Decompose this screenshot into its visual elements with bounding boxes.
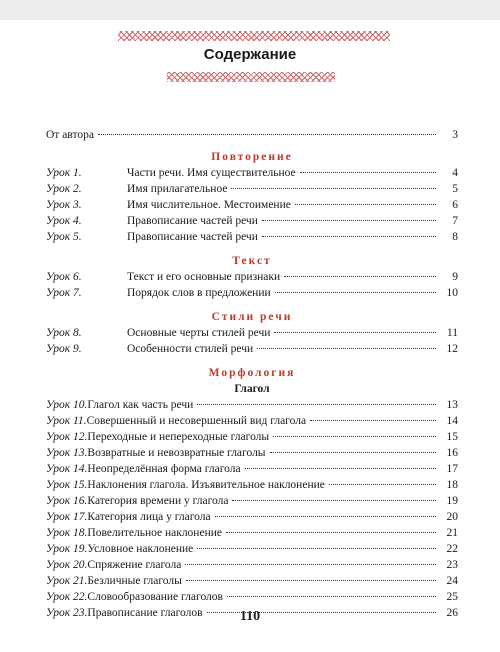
toc-entry-page: 7 <box>452 215 458 227</box>
toc-entry-title: Спряжение глагола <box>87 559 182 571</box>
toc-entry-lesson: Урок 18. <box>46 527 88 539</box>
toc-entry-title: Текст и его основные признаки <box>127 271 281 283</box>
toc-entry[interactable] <box>46 413 458 429</box>
toc-entry[interactable] <box>46 477 458 493</box>
dot-leader <box>329 484 436 485</box>
toc-entry-page: 14 <box>446 415 458 427</box>
dot-leader <box>274 332 436 333</box>
dot-leader <box>257 348 436 349</box>
toc-entry-title: Словообразование глаголов <box>87 591 223 603</box>
toc-entry[interactable] <box>46 589 458 605</box>
toc-entry-title: Правописание частей речи <box>127 231 258 243</box>
toc-entry-page: 23 <box>446 559 458 571</box>
toc-entry-lesson: Урок 13. <box>46 447 88 459</box>
dot-leader <box>197 548 436 549</box>
toc-entry-lesson: Урок 14. <box>46 463 88 475</box>
toc-entry-title: Повелительное наклонение <box>87 527 222 539</box>
section-heading: Повторение <box>211 151 293 163</box>
toc-entry[interactable] <box>46 213 458 229</box>
toc-entry-lesson: Урок 17. <box>46 511 88 523</box>
toc-entry-page: 21 <box>446 527 458 539</box>
toc-entry-page: 19 <box>446 495 458 507</box>
toc-entry-title: Особенности стилей речи <box>127 343 254 355</box>
toc-entry-title: Совершенный и несовершенный вид глагола <box>86 415 307 427</box>
toc-entry[interactable] <box>46 181 458 197</box>
section-heading: Морфология <box>208 367 296 379</box>
toc-entry-page: 18 <box>446 479 458 491</box>
toc-entry[interactable] <box>46 525 458 541</box>
toc-entry-title: Категория лица у глагола <box>87 511 211 523</box>
toc-entry[interactable] <box>46 557 458 573</box>
title-ornament-bottom <box>167 72 335 82</box>
toc-entry-title: Безличные глаголы <box>87 575 182 587</box>
dot-leader <box>275 292 436 293</box>
toc-entry-page: 8 <box>452 231 458 243</box>
toc-entry-title: Имя прилагательное <box>127 183 228 195</box>
dot-leader <box>185 564 436 565</box>
dot-leader <box>232 500 436 501</box>
toc-entry[interactable] <box>46 341 458 357</box>
toc-entry[interactable] <box>46 285 458 301</box>
toc-entry-lesson: Урок 19. <box>46 543 88 555</box>
toc-entry[interactable] <box>46 461 458 477</box>
toc-entry-title: Условное наклонение <box>87 543 194 555</box>
toc-entry-title: Категория времени у глагола <box>87 495 229 507</box>
toc-entry-page: 11 <box>446 327 458 339</box>
toc-entry-page: 20 <box>446 511 458 523</box>
toc-entry-page: 26 <box>446 607 458 619</box>
toc-entry-lesson: Урок 20. <box>46 559 88 571</box>
toc-entry-page: 4 <box>452 167 458 179</box>
toc-entry-page: 13 <box>446 399 458 411</box>
dot-leader <box>231 188 436 189</box>
dot-leader <box>284 276 436 277</box>
table-of-contents <box>46 127 458 621</box>
section-heading: Стили речи <box>211 311 293 323</box>
toc-entry-title: От автора <box>46 129 94 141</box>
toc-entry-lesson: Урок 6. <box>46 271 82 283</box>
toc-entry-lesson: Урок 22. <box>46 591 88 603</box>
toc-entry-lesson: Урок 16. <box>46 495 88 507</box>
toc-entry-title: Неопределённая форма глагола <box>87 463 241 475</box>
toc-entry-title: Основные черты стилей речи <box>127 327 271 339</box>
toc-entry-page: 25 <box>446 591 458 603</box>
toc-entry-lesson: Урок 7. <box>46 287 82 299</box>
toc-entry-title: Глагол как часть речи <box>87 399 194 411</box>
toc-entry-lesson: Урок 1. <box>46 167 82 179</box>
toc-entry-page: 17 <box>446 463 458 475</box>
dot-leader <box>262 236 436 237</box>
toc-entry[interactable] <box>46 165 458 181</box>
toc-entry-page: 6 <box>452 199 458 211</box>
page-number: 110 <box>239 609 261 624</box>
toc-entry[interactable] <box>46 325 458 341</box>
toc-entry-title: Переходные и непереходные глаголы <box>87 431 270 443</box>
toc-entry-lesson: Урок 23. <box>46 607 88 619</box>
dot-leader <box>273 436 436 437</box>
dot-leader <box>262 220 436 221</box>
page-title: Содержание <box>203 46 297 63</box>
page-top-border <box>0 0 500 20</box>
toc-entry-lesson: Урок 21. <box>46 575 88 587</box>
toc-entry-title: Правописание глаголов <box>87 607 203 619</box>
toc-entry-lesson: Урок 4. <box>46 215 82 227</box>
toc-entry-page: 12 <box>446 343 458 355</box>
toc-entry-lesson: Урок 12. <box>46 431 88 443</box>
toc-entry[interactable] <box>46 445 458 461</box>
toc-entry-page: 10 <box>446 287 458 299</box>
toc-entry-lesson: Урок 5. <box>46 231 82 243</box>
dot-leader <box>270 452 436 453</box>
toc-entry-page: 3 <box>452 129 458 141</box>
dot-leader <box>227 596 436 597</box>
toc-entry[interactable] <box>46 229 458 245</box>
toc-entry-title: Правописание частей речи <box>127 215 258 227</box>
toc-entry[interactable] <box>46 509 458 525</box>
subsection-heading: Глагол <box>234 383 270 395</box>
dot-leader <box>98 134 436 135</box>
toc-entry-intro[interactable] <box>46 127 458 143</box>
toc-entry-page: 15 <box>446 431 458 443</box>
toc-entry[interactable] <box>46 541 458 557</box>
toc-entry-page: 24 <box>446 575 458 587</box>
toc-entry[interactable] <box>46 197 458 213</box>
dot-leader <box>310 420 436 421</box>
dot-leader <box>300 172 436 173</box>
toc-entry[interactable] <box>46 269 458 285</box>
toc-entry-lesson: Урок 8. <box>46 327 82 339</box>
toc-entry-title: Порядок слов в предложении <box>127 287 271 299</box>
toc-entry-lesson: Урок 15. <box>46 479 88 491</box>
toc-entry-lesson: Урок 11. <box>46 415 87 427</box>
section-heading: Текст <box>232 255 272 267</box>
toc-entry[interactable] <box>46 429 458 445</box>
dot-leader <box>197 404 436 405</box>
toc-entry-page: 22 <box>446 543 458 555</box>
toc-entry-lesson: Урок 2. <box>46 183 82 195</box>
dot-leader <box>226 532 436 533</box>
dot-leader <box>186 580 436 581</box>
toc-entry-title: Части речи. Имя существительное <box>127 167 296 179</box>
toc-entry-title: Имя числительное. Местоимение <box>127 199 291 211</box>
dot-leader <box>215 516 436 517</box>
toc-entry-lesson: Урок 10. <box>46 399 88 411</box>
toc-entry-page: 9 <box>452 271 458 283</box>
title-ornament-top <box>118 31 390 41</box>
toc-entry-lesson: Урок 3. <box>46 199 82 211</box>
dot-leader <box>245 468 436 469</box>
toc-entry[interactable] <box>46 573 458 589</box>
toc-entry[interactable] <box>46 493 458 509</box>
toc-entry-lesson: Урок 9. <box>46 343 82 355</box>
toc-entry-title: Возвратные и невозвратные глаголы <box>87 447 266 459</box>
dot-leader <box>295 204 436 205</box>
toc-entry-page: 5 <box>452 183 458 195</box>
toc-entry[interactable] <box>46 397 458 413</box>
toc-entry-title: Наклонения глагола. Изъявительное наклонение <box>87 479 325 491</box>
toc-entry-page: 16 <box>446 447 458 459</box>
